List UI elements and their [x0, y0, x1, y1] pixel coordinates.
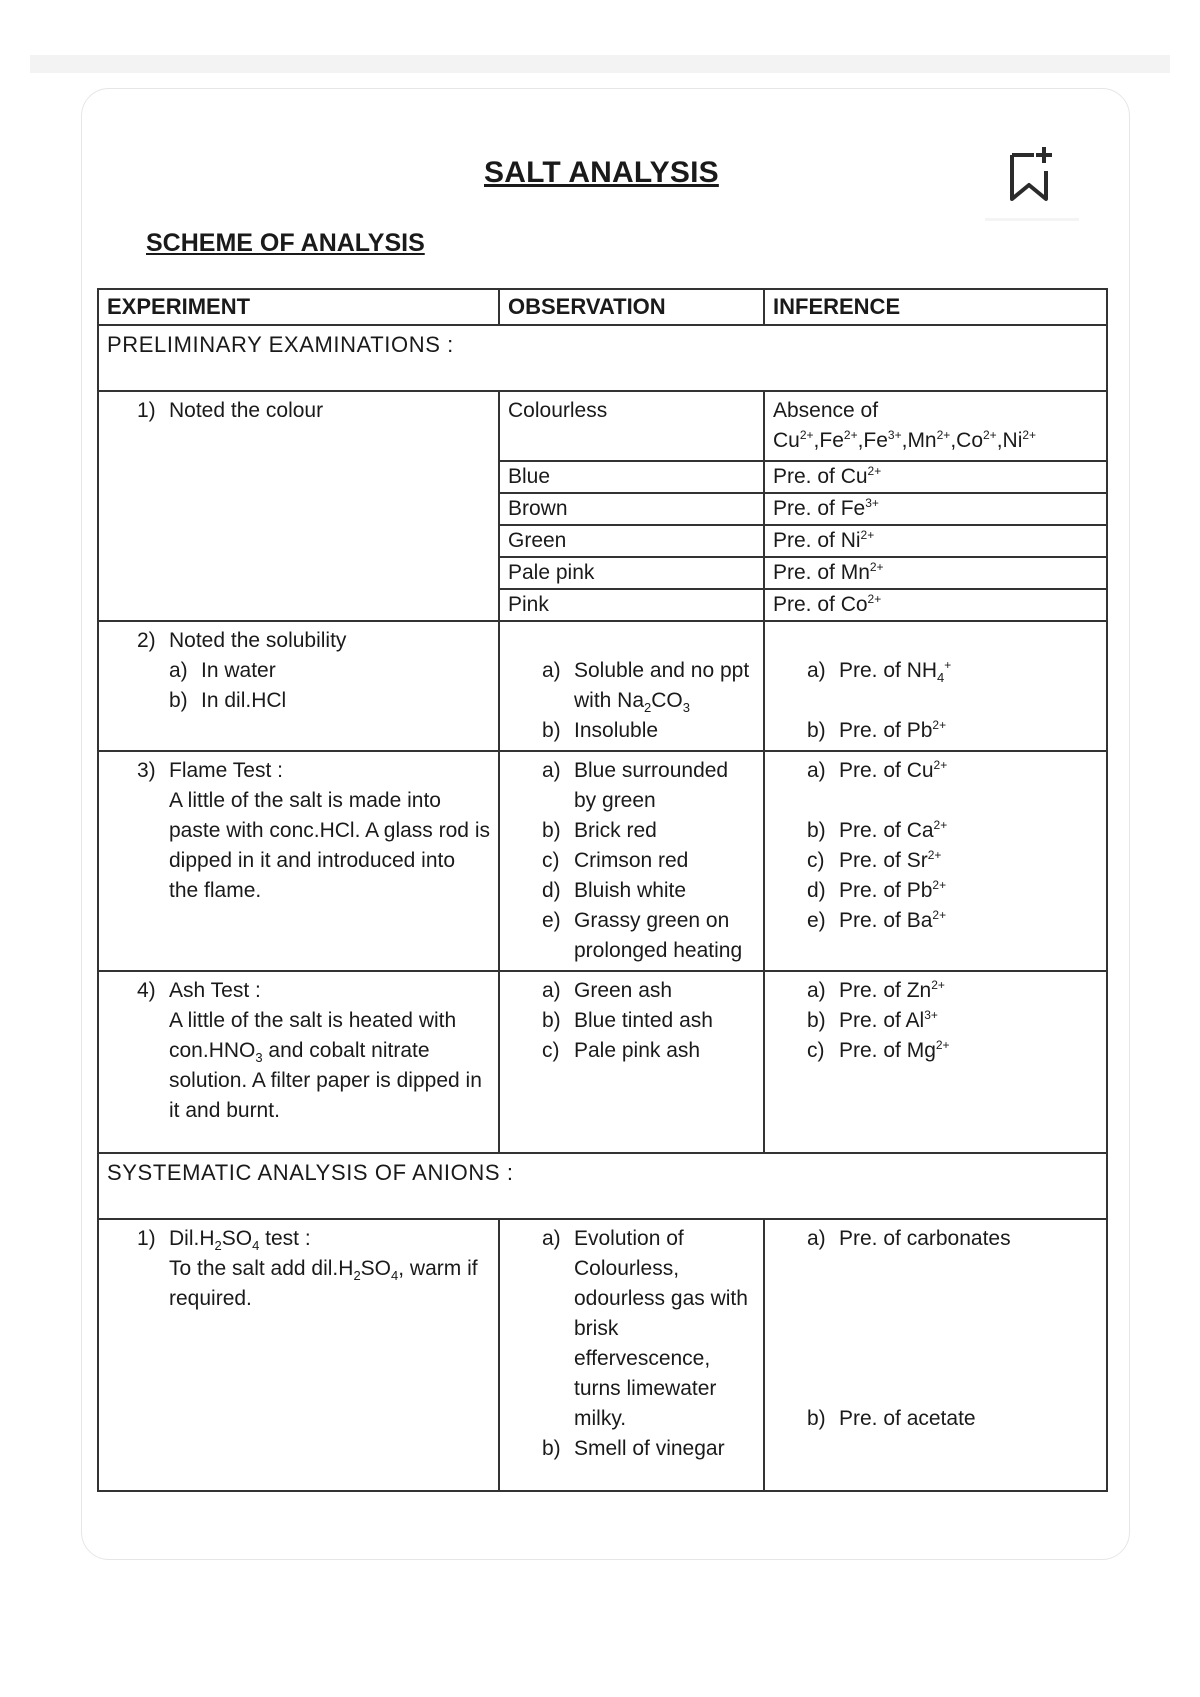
obs-text: Evolution of Colourless, odourless gas with brisk effervescence, turns limewater milky.: [574, 1227, 748, 1430]
observation-cell: Blue: [499, 461, 764, 493]
sub-text: In water: [201, 659, 276, 682]
inf-text: Pre. of $Ba^{2+}$: [839, 908, 947, 932]
obs-number: e): [542, 909, 561, 932]
experiment-text: Noted the solubility: [169, 629, 347, 652]
obs-number: a): [542, 659, 561, 682]
inf-text: Pre. of acetate: [839, 1407, 976, 1430]
inf-number: b): [807, 819, 826, 842]
header-observation: OBSERVATION: [499, 289, 764, 325]
inference-cell: Pre. of $Mn^{2+}$: [764, 557, 1107, 589]
inference-cell: Pre. of $Cu^{2+}$: [764, 461, 1107, 493]
experiment-body: A little of the salt is made into paste with conc.HCl. A glass rod is dipped in it and introduced into the flame.: [169, 789, 490, 902]
experiment-title: $Dil.H_2SO_4$ test :: [169, 1227, 311, 1254]
obs-text: Insoluble: [574, 719, 659, 742]
observation-cell: [499, 621, 764, 751]
observation-cell: [499, 971, 764, 1153]
table-row: [98, 751, 1107, 971]
experiment-flame-test: [98, 751, 499, 971]
inf-text: Pre. of $Pb^{2+}$: [839, 718, 947, 742]
obs-text: Blue surrounded by green: [574, 759, 729, 812]
obs-text: Grassy green on prolonged heating: [574, 909, 743, 962]
item-number: 1): [137, 399, 156, 422]
obs-number: c): [542, 849, 560, 872]
observation-cell: Colourless: [499, 391, 764, 461]
obs-text: Bluish white: [574, 879, 687, 902]
analysis-table: [97, 288, 1108, 1492]
section-preliminary: PRELIMINARY EXAMINATIONS :: [98, 325, 1107, 391]
inf-number: a): [807, 659, 826, 682]
table-row: [98, 621, 1107, 751]
obs-number: c): [542, 1039, 560, 1062]
experiment-body: To the salt add $dil.H_2SO_4$, warm if required.: [169, 1257, 478, 1310]
section-row-anions: [98, 1153, 1107, 1219]
page-title: SALT ANALYSIS: [484, 156, 719, 189]
inf-number: e): [807, 909, 826, 932]
inf-text: Pre. of $Al^{3+}$: [839, 1008, 938, 1032]
inf-number: b): [807, 719, 826, 742]
obs-number: b): [542, 1437, 561, 1460]
table-header-row: [98, 289, 1107, 325]
sub-number: a): [169, 659, 188, 682]
experiment-solubility: [98, 621, 499, 751]
inf-text: Pre. of $Cu^{2+}$: [839, 758, 948, 782]
inf-number: c): [807, 849, 825, 872]
inf-number: a): [807, 979, 826, 1002]
obs-number: b): [542, 1009, 561, 1032]
inference-cell: Pre. of $Fe^{3+}$: [764, 493, 1107, 525]
obs-number: a): [542, 1227, 561, 1250]
inf-number: a): [807, 759, 826, 782]
inference-cell: [764, 1219, 1107, 1491]
bookmark-add-icon[interactable]: [1008, 145, 1052, 203]
obs-number: d): [542, 879, 561, 902]
experiment-colour: [98, 391, 499, 621]
inf-text: Pre. of $Sr^{2+}$: [839, 848, 942, 872]
inf-number: b): [807, 1009, 826, 1032]
inf-text: Pre. of $Ca^{2+}$: [839, 818, 948, 842]
inf-text: Pre. of $Mg^{2+}$: [839, 1038, 950, 1062]
obs-text: Pale pink ash: [574, 1039, 701, 1062]
section-anions: SYSTEMATIC ANALYSIS OF ANIONS :: [98, 1153, 1107, 1219]
obs-number: b): [542, 819, 561, 842]
sub-number: b): [169, 689, 188, 712]
observation-cell: Green: [499, 525, 764, 557]
table-row: [98, 391, 1107, 461]
observation-cell: Pink: [499, 589, 764, 621]
inference-cell: Pre. of $Ni^{2+}$: [764, 525, 1107, 557]
header-inference: INFERENCE: [764, 289, 1107, 325]
observation-cell: [499, 751, 764, 971]
inf-text: Pre. of $NH_4^+$: [839, 658, 952, 686]
inference-text: Absence of: [773, 399, 879, 422]
top-strip: [30, 55, 1170, 73]
experiment-body: A little of the salt is heated with $con.HNO_3$ and cobalt nitrate solution. A filter paper is dipped in it and burnt.: [169, 1009, 482, 1122]
inference-cell: [764, 971, 1107, 1153]
table-row: [98, 971, 1107, 1153]
experiment-title: Flame Test :: [169, 759, 283, 782]
obs-text: Soluble and no ppt with $Na_2CO_3$: [574, 659, 750, 716]
inf-number: b): [807, 1407, 826, 1430]
observation-cell: [499, 1219, 764, 1491]
item-number: 4): [137, 979, 156, 1002]
obs-number: b): [542, 719, 561, 742]
table-row: [98, 1219, 1107, 1491]
obs-text: Smell of vinegar: [574, 1437, 725, 1460]
experiment-text: Noted the colour: [169, 399, 324, 422]
observation-cell: Brown: [499, 493, 764, 525]
obs-text: Green ash: [574, 979, 673, 1002]
sub-text: In dil.HCl: [201, 689, 287, 712]
inf-text: Pre. of $Pb^{2+}$: [839, 878, 947, 902]
experiment-dil-h2so4: [98, 1219, 499, 1491]
inference-cell: [764, 621, 1107, 751]
obs-number: a): [542, 759, 561, 782]
header-experiment: EXPERIMENT: [98, 289, 499, 325]
inf-number: c): [807, 1039, 825, 1062]
inf-number: d): [807, 879, 826, 902]
inf-text: Pre. of $Zn^{2+}$: [839, 978, 945, 1002]
experiment-ash-test: [98, 971, 499, 1153]
bookmark-underline: [985, 218, 1079, 221]
item-number: 1): [137, 1227, 156, 1250]
obs-number: a): [542, 979, 561, 1002]
inf-number: a): [807, 1227, 826, 1250]
section-row-preliminary: [98, 325, 1107, 391]
item-number: 3): [137, 759, 156, 782]
obs-text: Brick red: [574, 819, 657, 842]
observation-cell: Pale pink: [499, 557, 764, 589]
obs-text: Crimson red: [574, 849, 689, 872]
experiment-title: Ash Test :: [169, 979, 261, 1002]
inference-cell: [764, 391, 1107, 461]
inf-text: Pre. of carbonates: [839, 1227, 1011, 1250]
ion-list: $Cu^{2+},Fe^{2+},Fe^{3+},Mn^{2+},Co^{2+},Ni^{2+}$: [773, 428, 1037, 452]
inference-cell: [764, 751, 1107, 971]
scheme-heading: SCHEME OF ANALYSIS: [146, 229, 425, 257]
inference-cell: Pre. of $Co^{2+}$: [764, 589, 1107, 621]
item-number: 2): [137, 629, 156, 652]
obs-text: Blue tinted ash: [574, 1009, 713, 1032]
